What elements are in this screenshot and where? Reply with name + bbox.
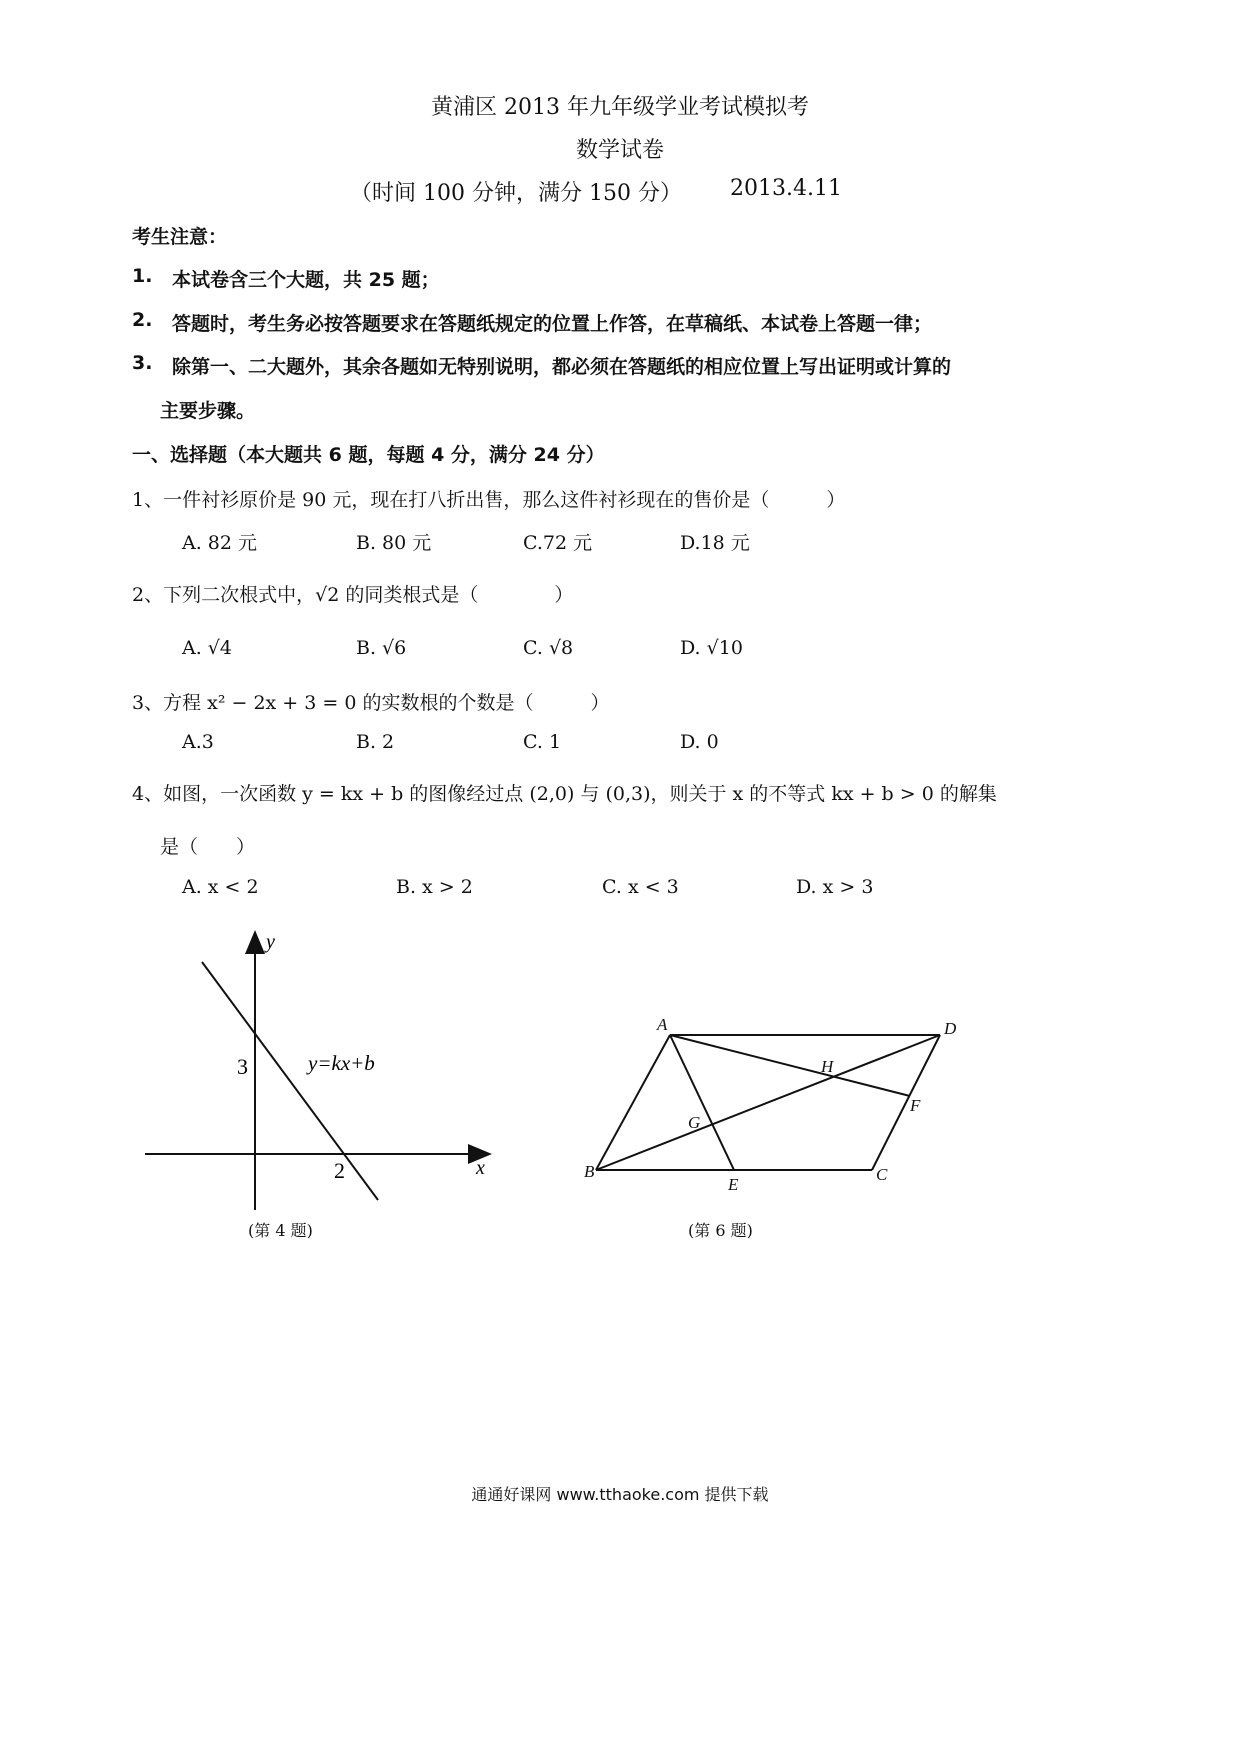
exam-subtitle: 数学试卷	[575, 138, 664, 163]
question-1-option-d: D.18 元	[680, 532, 750, 554]
notice-heading: 考生注意：	[132, 226, 228, 248]
notice-item-3-num: 3.	[132, 352, 153, 374]
point-e-label: E	[728, 1175, 739, 1194]
point-a-label: A	[657, 1015, 668, 1034]
notice-item-2: 答题时，考生务必按答题要求在答题纸规定的位置上作答，在草稿纸、本试卷上答题一律；	[172, 313, 933, 335]
figure-4-graph	[130, 920, 510, 1220]
point-b-label: B	[584, 1162, 595, 1181]
question-4-option-c: C. x < 3	[602, 876, 679, 898]
question-3-option-b: B. 2	[356, 731, 395, 753]
side-ab	[596, 1035, 670, 1170]
question-1-option-b: B. 80 元	[356, 532, 432, 554]
axis-y-label: y	[266, 931, 275, 953]
exam-date: 2013.4.11	[730, 176, 842, 201]
question-2-option-c: C. √8	[523, 637, 574, 659]
notice-item-1-num: 1.	[132, 265, 153, 287]
notice-item-2-num: 2.	[132, 309, 153, 331]
question-2-stem: 2、下列二次根式中，√2 的同类根式是（ ）	[132, 584, 574, 606]
question-2-option-a: A. √4	[182, 637, 232, 659]
question-2-option-b: B. √6	[356, 637, 407, 659]
notice-item-3-cont: 主要步骤。	[160, 400, 256, 422]
footer-source: 通通好课网 www.tthaoke.com 提供下载	[471, 1485, 769, 1504]
notice-item-3: 除第一、二大题外，其余各题如无特别说明，都必须在答题纸的相应位置上写出证明或计算的	[172, 356, 952, 378]
figure-6-parallelogram	[570, 1010, 970, 1200]
point-h-label: H	[821, 1057, 834, 1076]
question-3-stem: 3、方程 x² − 2x + 3 = 0 的实数根的个数是（ ）	[132, 692, 610, 714]
question-1-stem: 1、一件衬衫原价是 90 元，现在打八折出售，那么这件衬衫现在的售价是（ ）	[132, 489, 846, 511]
question-3-option-c: C. 1	[523, 731, 562, 753]
line-label: y=kx+b	[308, 1051, 375, 1075]
exam-meta: （时间 100 分钟，满分 150 分）	[350, 181, 682, 206]
point-c-label: C	[876, 1165, 888, 1184]
function-line	[202, 962, 378, 1200]
question-4-stem: 4、如图，一次函数 y = kx + b 的图像经过点 (2,0) 与 (0,3)，则关于 x 的不等式 kx + b > 0 的解集	[132, 783, 997, 805]
exam-title: 黄浦区 2013 年九年级学业考试模拟考	[431, 95, 809, 120]
side-cd	[872, 1035, 940, 1170]
segment-ae	[670, 1035, 734, 1170]
question-4-stem-cont: 是（ ）	[160, 836, 256, 858]
question-4-option-b: B. x > 2	[396, 876, 473, 898]
y-intercept-label: 3	[237, 1054, 248, 1079]
section-1-heading: 一、选择题（本大题共 6 题，每题 4 分，满分 24 分）	[132, 444, 605, 466]
figure-4-caption: (第 4 题)	[248, 1221, 313, 1240]
question-4-option-a: A. x < 2	[182, 876, 259, 898]
x-intercept-label: 2	[334, 1158, 345, 1183]
segment-af	[670, 1035, 910, 1096]
question-3-option-d: D. 0	[680, 731, 719, 753]
figure-6-caption: (第 6 题)	[688, 1221, 753, 1240]
question-1-option-c: C.72 元	[523, 532, 593, 554]
question-3-option-a: A.3	[182, 731, 214, 753]
point-g-label: G	[688, 1113, 701, 1132]
notice-item-1: 本试卷含三个大题，共 25 题；	[172, 269, 440, 291]
question-4-option-d: D. x > 3	[796, 876, 874, 898]
diagonal-bd	[596, 1035, 940, 1170]
axis-x-label: x	[476, 1157, 485, 1179]
point-f-label: F	[910, 1096, 921, 1115]
point-d-label: D	[944, 1019, 957, 1038]
question-1-option-a: A. 82 元	[182, 532, 258, 554]
question-2-option-d: D. √10	[680, 637, 743, 659]
